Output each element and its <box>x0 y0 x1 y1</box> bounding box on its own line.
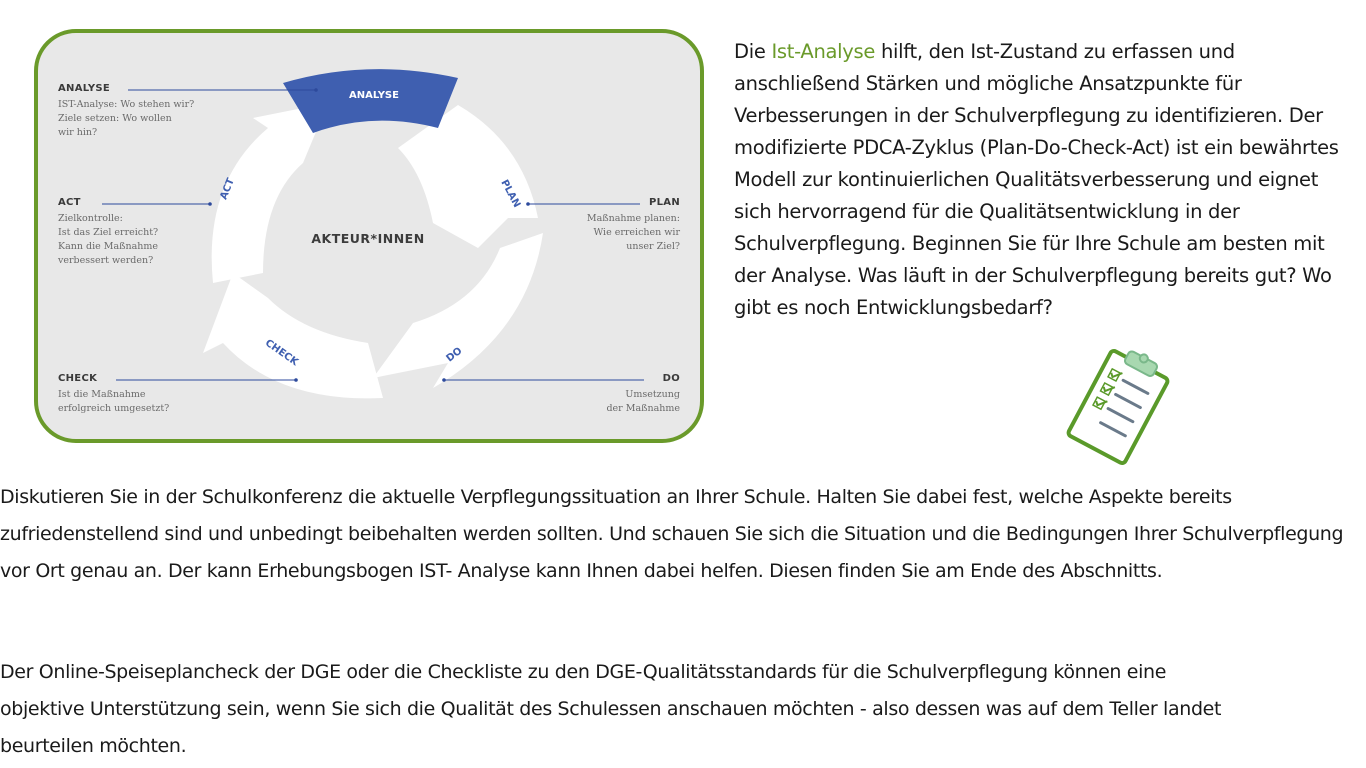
analyse-label-title: ANALYSE <box>58 83 111 94</box>
plan-desc-line: Wie erreichen wir <box>593 227 680 238</box>
intro-before: Die <box>734 40 772 63</box>
do-label-block <box>540 373 680 416</box>
plan-segment <box>398 105 538 248</box>
analyse-segment <box>283 69 458 133</box>
check-desc-line: erfolgreich umgesetzt? <box>58 403 170 414</box>
act-segment-label: ACT <box>218 176 237 202</box>
check-label-title: CHECK <box>58 373 98 384</box>
do-label-title: DO <box>662 373 680 384</box>
act-desc-line: Zielkontrolle: <box>58 213 123 224</box>
plan-label-block <box>540 197 680 254</box>
act-desc-line: Kann die Maßnahme <box>58 241 159 252</box>
clipboard-checklist-icon <box>1058 345 1178 469</box>
plan-segment-label: PLAN <box>498 178 523 210</box>
analyse-segment-label: ANALYSE <box>349 90 399 101</box>
plan-label-title: PLAN <box>648 197 680 208</box>
paragraph-speiseplancheck: Der Online-Speiseplancheck der DGE oder die Checkliste zu den DGE-Qualitätsstandards für die Schulverpflegung können eine objektive Unterstützung sein, wenn Sie sich die Qualität des Schulessen anschauen möchten - also dessen was auf dem Teller landet beurteilen möchten. <box>0 661 1222 757</box>
pdca-diagram <box>34 29 704 443</box>
check-segment-label: CHECK <box>262 337 301 369</box>
do-segment <box>373 233 543 388</box>
analyse-desc-line: wir hin? <box>58 127 98 138</box>
plan-desc-line: unser Ziel? <box>626 241 680 252</box>
check-desc-line: Ist die Maßnahme <box>58 389 146 400</box>
analyse-desc-line: Ziele setzen: Wo wollen <box>58 113 172 124</box>
plan-desc-line: Maßnahme planen: <box>586 213 680 224</box>
intro-text <box>734 36 1360 324</box>
do-desc-line: Umsetzung <box>625 389 680 400</box>
do-segment-label: DO <box>444 345 465 365</box>
center-label: AKTEUR*INNEN <box>311 231 425 246</box>
intro-after: hilft, den Ist-Zustand zu erfassen und anschließend Stärken und mögliche Ansatzpunkte für Verbesserungen in der Schulverpflegung zu identifizieren. Der modifizierte PDCA-Zyklus (Plan-Do-Check-Act) ist ein bewährtes Modell zur kontinuierlichen Qualitätsverbesserung und eignet sich hervorragend für die Qualitätsentwicklung in der Schulverpflegung. Beginnen Sie für Ihre Schule am besten mit der Analyse. Was läuft in der Schulverpflegung bereits gut? Wo gibt es noch Entwicklungsbedarf? <box>734 40 1339 319</box>
analyse-desc-line: IST-Analyse: Wo stehen wir? <box>58 99 195 110</box>
check-label-block <box>58 373 169 416</box>
do-desc-line: der Maßnahme <box>606 403 680 414</box>
paragraph-schulkonferenz: Diskutieren Sie in der Schulkonferenz die aktuelle Verpflegungssituation an Ihrer Schule. Halten Sie dabei fest, welche Aspekte bereits zufriedenstellend sind und unbedingt beibehalten werden sollten. Und schauen Sie sich die Situation und die Bedingungen Ihrer Schulverpflegung vor Ort genau an. Der kann Erhebungsbogen IST- Analyse kann Ihnen dabei helfen. Diesen finden Sie am Ende des Abschnitts. <box>0 486 1344 582</box>
act-label-title: ACT <box>58 197 81 208</box>
ist-analyse-highlight: Ist-Analyse <box>771 40 876 63</box>
analyse-label-block <box>58 83 194 140</box>
act-label-block <box>58 197 158 268</box>
act-desc-line: Ist das Ziel erreicht? <box>58 227 159 238</box>
act-desc-line: verbessert werden? <box>58 255 154 266</box>
